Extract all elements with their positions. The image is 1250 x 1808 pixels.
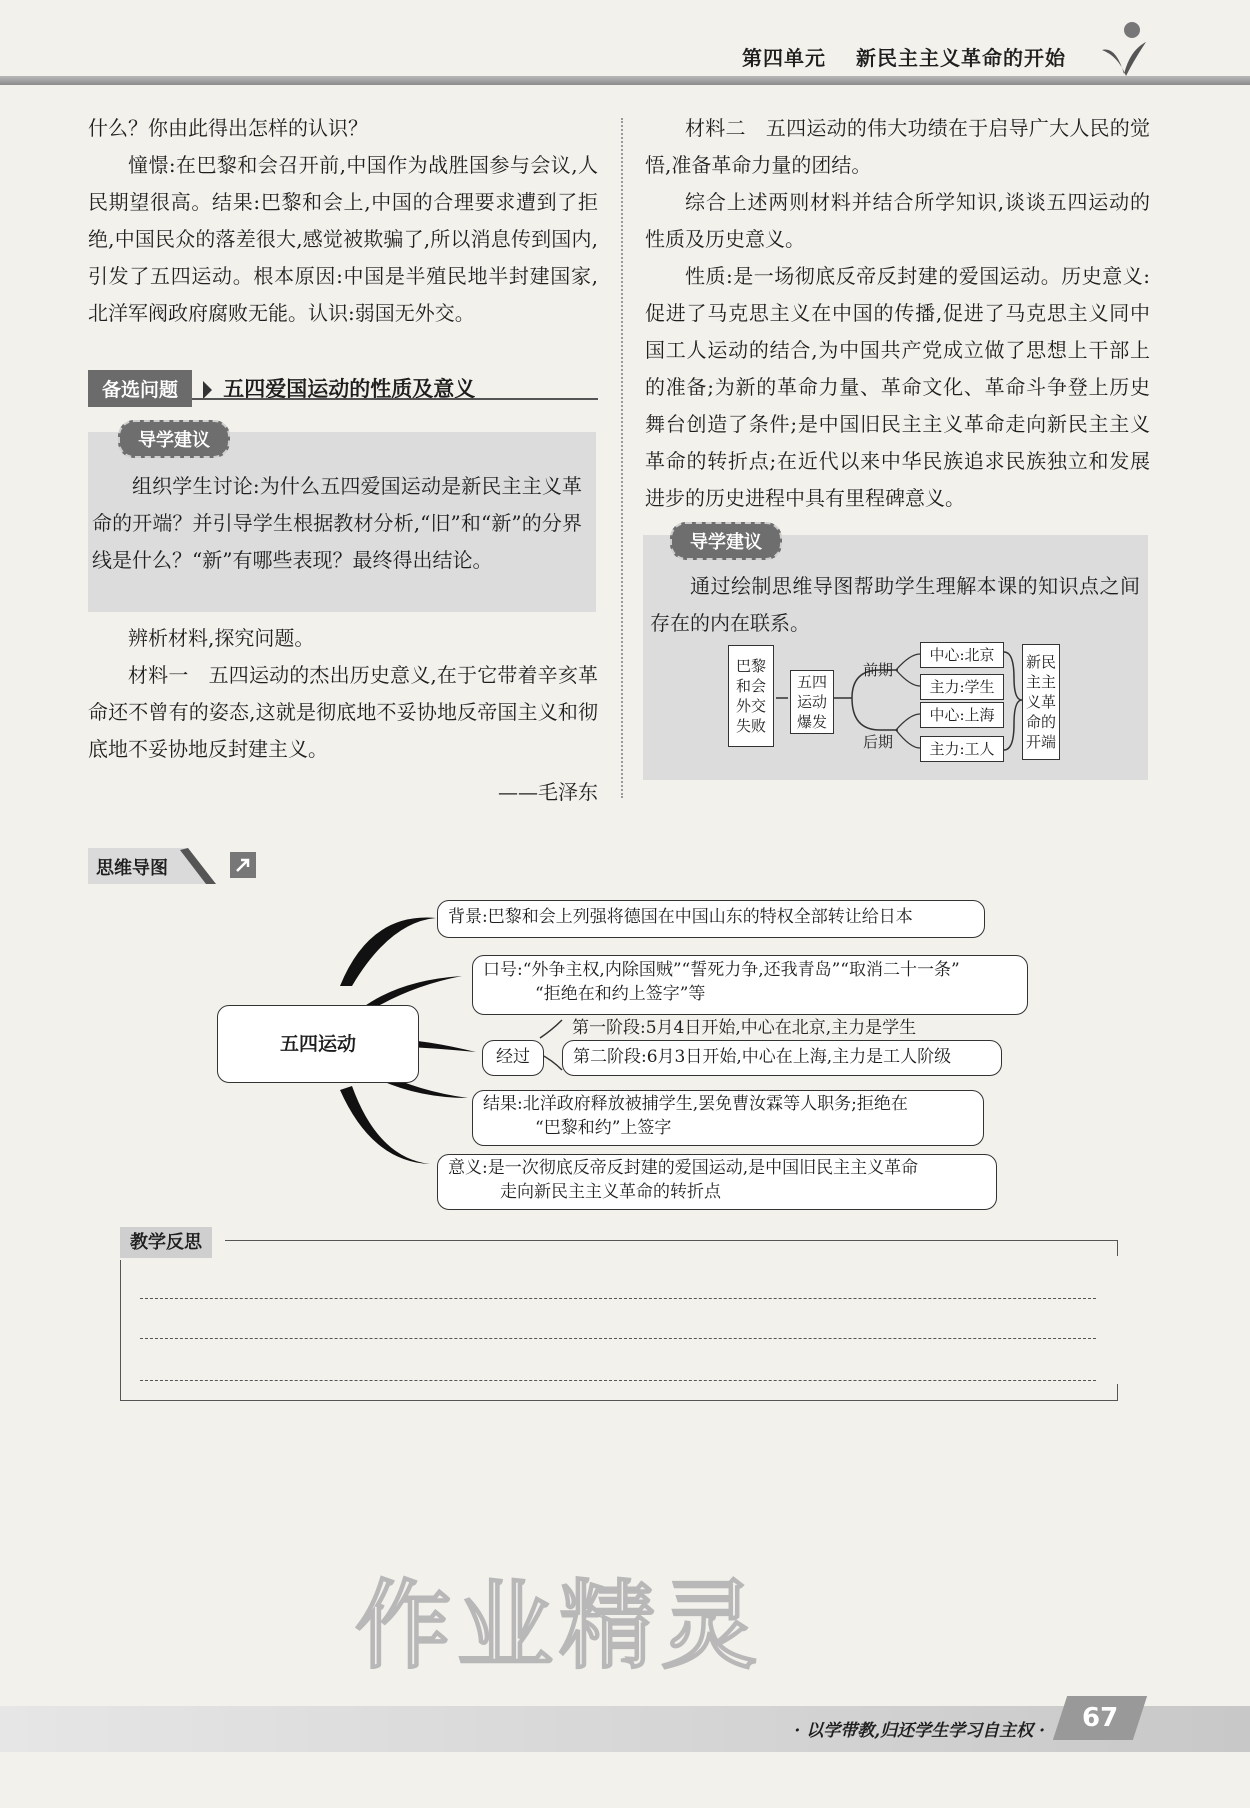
mindmap-result	[472, 1090, 984, 1146]
slogan-line-2: “拒绝在和约上签字”等	[535, 984, 706, 1004]
header-bar	[0, 76, 1250, 85]
header-title	[742, 42, 1066, 71]
watermark: 作业精灵	[355, 1570, 763, 1682]
mindmap-center: 五四运动	[217, 1005, 419, 1083]
page-number: 67	[1053, 1696, 1147, 1740]
guide-label-left: 导学建议	[118, 420, 230, 458]
reflection-line[interactable]	[140, 1298, 1096, 1299]
unit-label: 第四单元	[742, 46, 826, 70]
material-one: 材料一 五四运动的杰出历史意义,在于它带着辛亥革命还不曾有的姿态,这就是彻底地不妥协地反帝国主义和彻底地不妥协地反封建主义。	[88, 663, 598, 761]
synthesis-question: 综合上述两则材料并结合所学知识,谈谈五四运动的性质及历史意义。	[645, 190, 1150, 251]
left-column	[88, 110, 598, 332]
material-one-source: ——毛泽东	[498, 780, 598, 804]
diagram-early: 前期	[862, 661, 893, 679]
mindmap-background: 背景:巴黎和会上列强将德国在中国山东的特权全部转让给日本	[437, 900, 985, 938]
column-divider	[621, 118, 623, 798]
section-title: 五四爱国运动的性质及意义	[223, 377, 476, 401]
footer-motto: · 以学带教,归还学生学习自主权 ·	[794, 1721, 1045, 1741]
synthesis-answer: 性质:是一场彻底反帝反封建的爱国运动。历史意义:促进了马克思主义在中国的传播,促进了马克思主义同中国工人运动的结合,为中国共产党成立做了思想上干部上的准备;为新的革命力量、革命文化、革命斗争登上历史舞台创造了条件;是中国旧民主主义革命走向新民主主义革命的转折点;在近代以来中华民族追求民族独立和发展进步的历史进程中具有里程碑意义。	[645, 264, 1150, 510]
reflection-bottom-rule	[120, 1400, 1118, 1401]
reflection-label: 教学反思	[120, 1227, 212, 1258]
answer-paragraph: 憧憬:在巴黎和会召开前,中国作为战胜国参与会议,人民期望很高。结果:巴黎和会上,中国的合理要求遭到了拒绝,中国民众的落差很大,感觉被欺骗了,所以消息传到国内,引发了五四运动。根本原因:中国是半殖民地半封建国家,北洋军阀政府腐败无能。认识:弱国无外交。	[88, 153, 598, 325]
mindmap-meaning	[437, 1154, 997, 1210]
diagram-event: 五四运动爆发	[790, 670, 834, 734]
reflection-top-rule	[225, 1240, 1117, 1241]
reflection-header	[120, 1228, 212, 1254]
reflection-line[interactable]	[140, 1380, 1096, 1381]
guide-label-right: 导学建议	[670, 522, 782, 560]
mindmap-slogan	[472, 955, 1028, 1015]
result-line-1: 结果:北洋政府释放被捕学生,罢免曹汝霖等人职务;拒绝在	[483, 1094, 908, 1114]
diagram-early-main: 主力:学生	[920, 674, 1004, 700]
guide-text-left: 组织学生讨论:为什么五四爱国运动是新民主主义革命的开端？并引导学生根据教材分析,“旧”和“新”的分界线是什么？“新”有哪些表现？最终得出结论。	[92, 474, 582, 572]
mindmap-stage-2: 第二阶段:6月3日开始,中心在上海,主力是工人阶级	[562, 1040, 1002, 1076]
diagram-cause: 巴黎和会外交失败	[728, 645, 774, 747]
expand-arrow-icon	[230, 852, 256, 878]
cause-effect-diagram	[720, 640, 1060, 770]
diagram-result: 新民主主义革命的开端	[1022, 644, 1060, 760]
question-continuation: 什么？你由此得出怎样的认识？	[88, 116, 368, 140]
right-column	[645, 110, 1150, 517]
mindmap-label: 思维导图	[96, 858, 168, 879]
reflection-line[interactable]	[140, 1338, 1096, 1339]
mindmap-stage-1: 第一阶段:5月4日开始,中心在北京,主力是学生	[572, 1018, 917, 1038]
unit-title: 新民主主义革命的开始	[855, 46, 1066, 70]
result-line-2: “巴黎和约”上签字	[535, 1118, 672, 1138]
slogan-line-1: 口号:“外争主权,内除国贼”“誓死力争,还我青岛”“取消二十一条”	[483, 960, 960, 980]
guide-text-right: 通过绘制思维导图帮助学生理解本课的知识点之间存在的内在联系。	[650, 574, 1140, 635]
diagram-late-main: 主力:工人	[920, 736, 1004, 762]
diagram-late: 后期	[862, 733, 893, 751]
mindmap-process: 经过	[482, 1040, 544, 1076]
meaning-line-1: 意义:是一次彻底反帝反封建的爱国运动,是中国旧民主主义革命	[448, 1158, 919, 1178]
diagram-late-center: 中心:上海	[920, 702, 1004, 728]
section-tag: 备选问题	[88, 370, 192, 407]
mindmap-tag	[88, 848, 228, 884]
material-two: 材料二 五四运动的伟大功绩在于启导广大人民的觉悟,准备革命力量的团结。	[645, 116, 1150, 177]
meaning-line-2: 走向新民主主义革命的转折点	[500, 1182, 721, 1202]
section-header	[88, 370, 598, 407]
inquiry-prompt: 辨析材料,探究问题。	[128, 626, 315, 650]
diagram-early-center: 中心:北京	[920, 642, 1004, 668]
leaf-logo-icon	[1096, 20, 1152, 76]
